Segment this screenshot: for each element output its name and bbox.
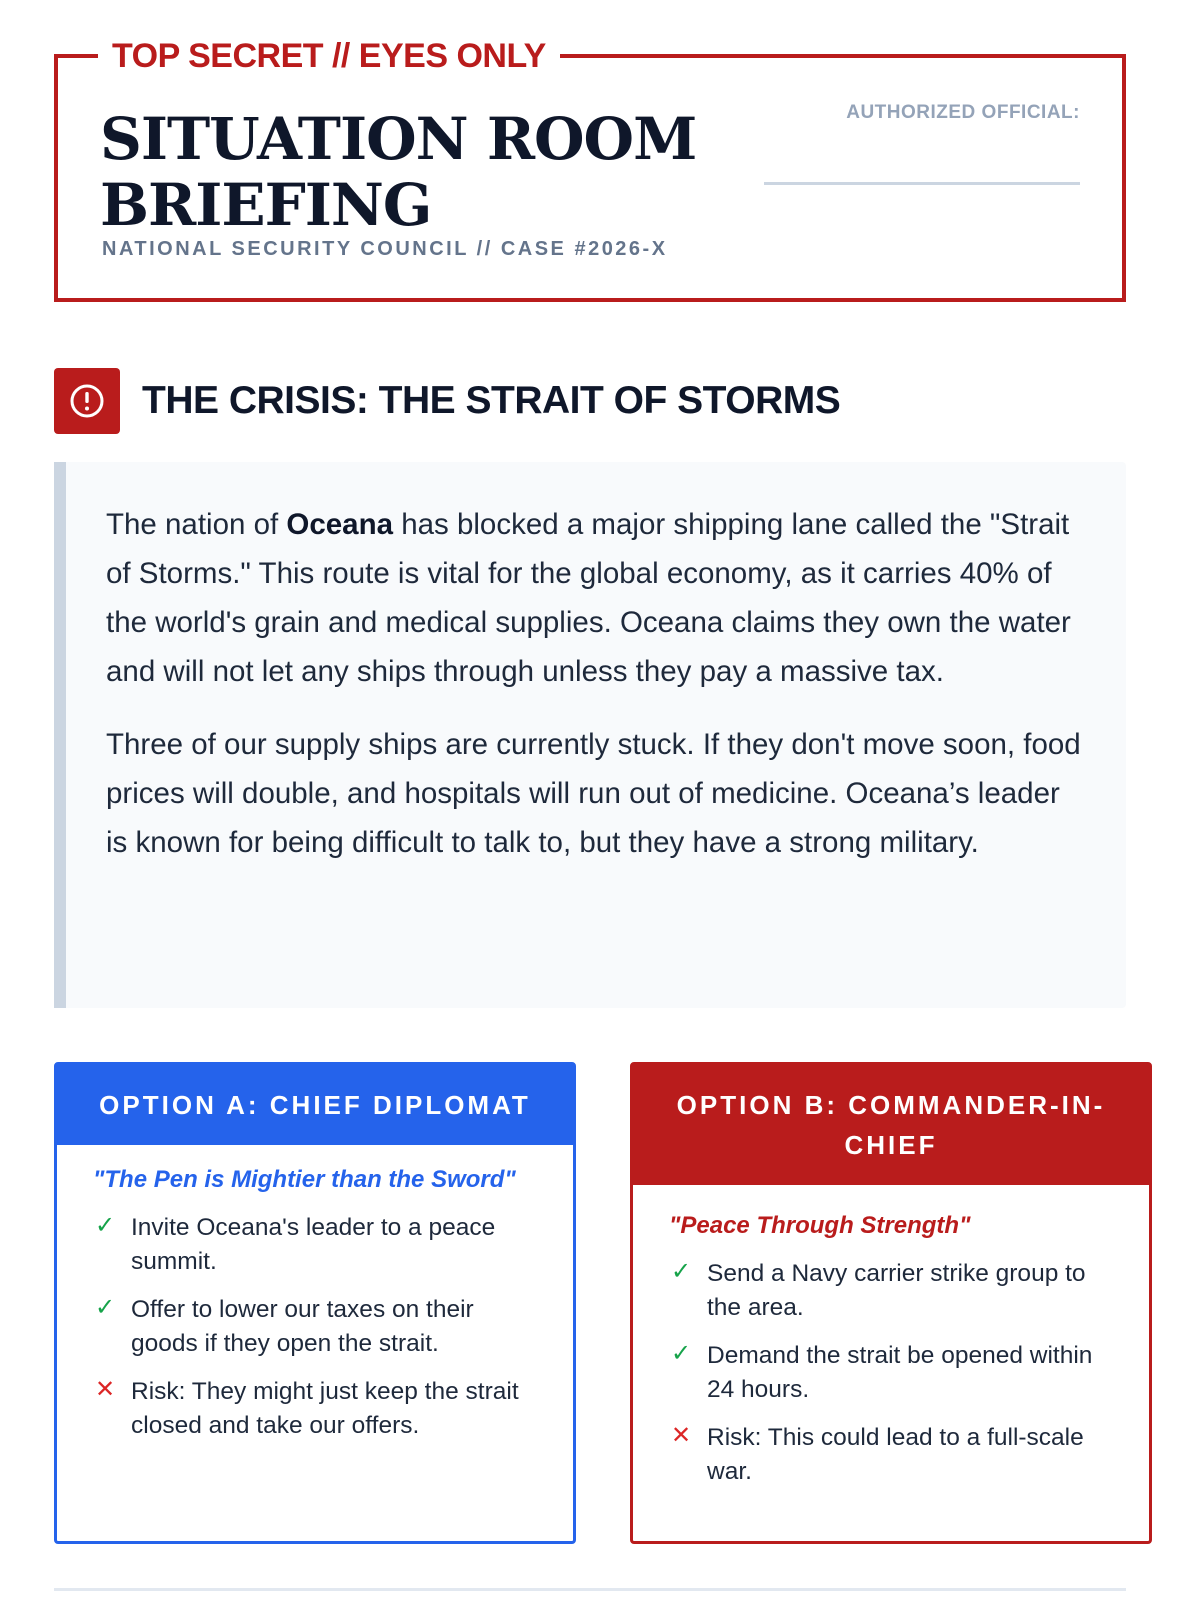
narrative-paragraph-1: [106, 500, 1086, 696]
narrative-text: has blocked a major shipping lane called the "Strait of Storms." This route is vital for the global economy, as it carries 40% of the world's grain and medical supplies. Oceana claims they own the water and will not let any ships through unless they pay a massive tax.: [106, 508, 1071, 688]
classification-stamp: TOP SECRET // EYES ONLY: [98, 34, 560, 78]
signature-line: [764, 182, 1080, 185]
crisis-narrative: [54, 462, 1126, 1008]
list-item: [95, 1375, 543, 1443]
list-item: [95, 1293, 543, 1361]
narrative-paragraph-2: Three of our supply ships are currently stuck. If they don't move soon, food prices will double, and hospitals will run out of medicine. Oceana’s leader is known for being difficult to talk to, but they have a strong military.: [106, 728, 1081, 859]
option-b-motto: "Peace Through Strength": [669, 1212, 971, 1239]
classified-header: [54, 37, 1126, 302]
narrative-text: The nation of: [106, 508, 287, 541]
page-title: [100, 106, 696, 238]
list-item: [95, 1211, 543, 1279]
list-item: [671, 1421, 1119, 1489]
check-icon: ✓: [95, 1212, 116, 1239]
option-b-card: [630, 1062, 1152, 1544]
list-item: [671, 1257, 1119, 1325]
option-a-card: [54, 1062, 576, 1544]
check-icon: ✓: [671, 1258, 692, 1285]
authorized-official-label: AUTHORIZED OFFICIAL:: [846, 102, 1080, 123]
case-subtitle: NATIONAL SECURITY COUNCIL // CASE #2026-X: [102, 238, 668, 260]
option-a-heading: OPTION A: CHIEF DIPLOMAT: [57, 1065, 573, 1145]
option-a-motto: "The Pen is Mightier than the Sword": [93, 1166, 516, 1193]
item-text: Demand the strait be opened within 24 hours.: [707, 1342, 1093, 1403]
nation-name: Oceana: [286, 508, 393, 541]
option-b-heading: OPTION B: COMMANDER-IN-CHIEF: [633, 1065, 1149, 1185]
x-icon: ✕: [671, 1422, 692, 1449]
option-a-list: [57, 1211, 573, 1443]
item-text: Risk: This could lead to a full-scale war.: [707, 1424, 1084, 1485]
alert-circle-icon: [54, 368, 120, 434]
item-text: Invite Oceana's leader to a peace summit.: [131, 1214, 496, 1275]
option-b-list: [633, 1257, 1149, 1489]
item-text: Risk: They might just keep the strait closed and take our offers.: [131, 1378, 519, 1439]
check-icon: ✓: [671, 1340, 692, 1367]
title-line-2: BRIEFING: [100, 171, 432, 239]
crisis-heading: [54, 368, 840, 434]
list-item: [671, 1339, 1119, 1407]
crisis-title: THE CRISIS: THE STRAIT OF STORMS: [142, 379, 841, 422]
x-icon: ✕: [95, 1376, 116, 1403]
divider: [54, 1588, 1126, 1591]
item-text: Send a Navy carrier strike group to the area.: [707, 1260, 1086, 1321]
title-line-1: SITUATION ROOM: [100, 105, 697, 173]
check-icon: ✓: [95, 1294, 116, 1321]
item-text: Offer to lower our taxes on their goods if they open the strait.: [131, 1296, 474, 1357]
